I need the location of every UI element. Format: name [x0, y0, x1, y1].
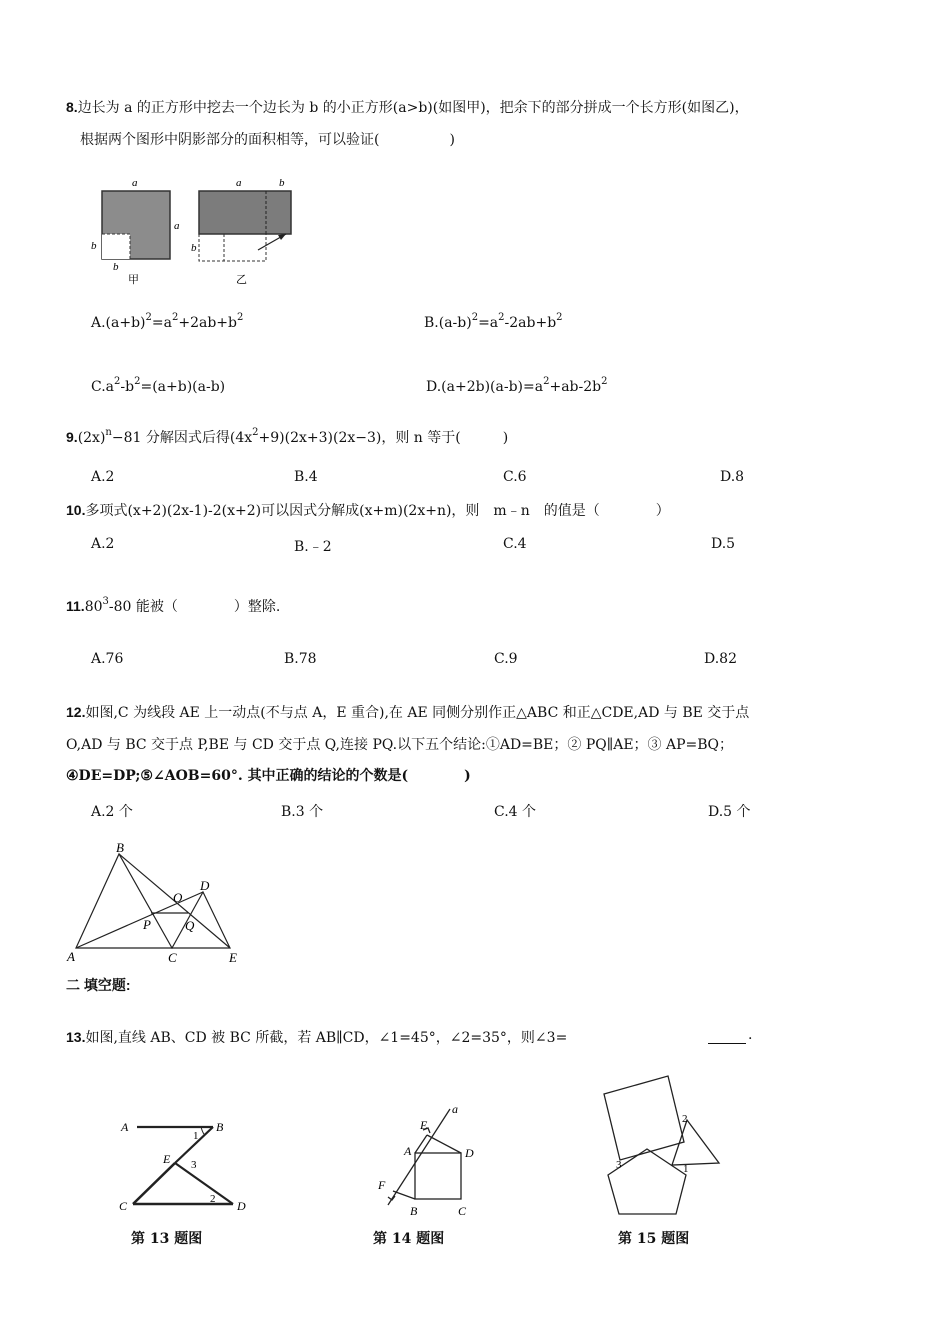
q9-option-d[interactable]: D.8 [720, 469, 745, 485]
q12-label-b: B [116, 842, 124, 855]
fig15-angle-1: 1 [683, 1163, 689, 1175]
q8-label-b-bottom: b [113, 261, 119, 273]
q12-option-d[interactable]: D.5 个 [708, 804, 751, 820]
fig13-angle-2: 2 [210, 1193, 216, 1205]
q11-option-d[interactable]: D.82 [704, 651, 737, 667]
q9-stem: $9.(2x)^n-81$ 分解因式后得$(4x^2+9)(2x+3)(2x-3)$，则 n 等于( ) [66, 427, 509, 446]
q12-label-a: A [67, 949, 75, 964]
fig14-label-d: D [465, 1146, 474, 1160]
q10-option-d[interactable]: D.5 [711, 536, 736, 552]
q12-label-p: P [143, 917, 151, 932]
q11-option-b[interactable]: B.78 [284, 651, 317, 667]
q12-line1: 12.如图,C 为线段 AE 上一动点(不与点 A，E 重合),在 AE 同侧分别作正△ABC 和正△CDE,AD 与 BE 交于点 [66, 704, 750, 721]
q8-option-c[interactable]: $C.a^2-b^2=(a+b)(a-b)$ [91, 376, 226, 395]
q12-label-e: E [229, 950, 237, 965]
fig14-label-b: B [410, 1204, 418, 1218]
q12-label-d: D [200, 878, 210, 893]
fig15-angle-2: 2 [682, 1113, 688, 1125]
q8-label-jia: 甲 [128, 274, 139, 286]
q12-label-o: O [173, 890, 183, 905]
q8-option-a[interactable]: $A.(a+b)^2=a^2+2ab+b^2$ [91, 312, 244, 331]
q10-option-c[interactable]: C.4 [503, 536, 527, 552]
q8-cut-square [102, 234, 130, 259]
q10-option-a[interactable]: A.2 [91, 536, 115, 552]
q8-option-d[interactable]: $D.(a+2b)(a-b)=a^2+ab-2b^2$ [426, 376, 608, 395]
q11-option-a[interactable]: A.76 [91, 651, 124, 667]
q8-line1: 8.边长为 a 的正方形中挖去一个边长为 b 的小正方形(a>b)(如图甲)，把余下的部分拼成一个长方形(如图乙)， [66, 99, 749, 116]
q8-label-yi: 乙 [236, 274, 247, 286]
q8-label-b-left: b [91, 240, 97, 252]
q12-figure [64, 842, 244, 968]
fig13-label-d: D [237, 1199, 246, 1213]
q12-option-b[interactable]: B.3 个 [281, 804, 324, 820]
q12-label-q: Q [185, 918, 195, 933]
fig13-label-a: A [121, 1120, 129, 1134]
q9-option-b[interactable]: B.4 [294, 469, 318, 485]
q12-option-a[interactable]: A.2 个 [91, 804, 133, 820]
fig13 [115, 1112, 265, 1217]
q8-option-b[interactable]: $B.(a-b)^2=a^2-2ab+b^2$ [424, 312, 563, 331]
q9-option-c[interactable]: C.6 [503, 469, 527, 485]
fig14-label-big-a: A [404, 1144, 412, 1158]
fig13-label-c: C [119, 1199, 128, 1213]
fig13-angle-1: 1 [193, 1130, 199, 1142]
q12-line3: ④DE=DP;⑤∠AOB=60°. 其中正确的结论的个数是( ) [66, 768, 471, 784]
q13-answer-blank[interactable] [708, 1027, 746, 1044]
fig13-caption: 第 13 题图 [131, 1231, 203, 1247]
q8-label-a2: a [236, 177, 242, 189]
q8-label-a-right: a [174, 220, 180, 232]
fig15-square [604, 1076, 684, 1160]
q12-label-c: C [168, 950, 177, 965]
q11-stem: 11.80$^3$-80 能被（ ）整除. [66, 596, 281, 615]
q8-rect [199, 191, 291, 234]
fig14-label-f: F [378, 1178, 386, 1192]
q8-label-a-top: a [132, 177, 138, 189]
fig15-caption: 第 15 题图 [618, 1231, 690, 1247]
q8-figure [88, 172, 303, 287]
q13-stem: 13.如图,直线 AB、CD 被 BC 所截，若 AB∥CD，∠1=45°，∠2=35°，则∠3= [66, 1029, 568, 1046]
q8-label-b2: b [279, 177, 285, 189]
q11-option-c[interactable]: C.9 [494, 651, 518, 667]
q13-tail: . [748, 1027, 753, 1043]
q10-stem: 10.多项式(x+2)(2x-1)-2(x+2)可以因式分解成(x+m)(2x+n)，则 m﹣n 的值是（ ） [66, 502, 670, 519]
q12-line2: O,AD 与 BC 交于点 P,BE 与 CD 交于点 Q,连接 PQ.以下五个结论:①AD=BE；② PQ∥AE；③ AP=BQ； [66, 737, 734, 753]
q8-line2: 根据两个图形中阴影部分的面积相等，可以验证( ) [80, 132, 455, 148]
q12-option-c[interactable]: C.4 个 [494, 804, 537, 820]
fig15-angle-3: 3 [616, 1159, 622, 1171]
fig14-label-a: a [452, 1105, 458, 1116]
fig15-triangle [672, 1120, 719, 1165]
fig14-caption: 第 14 题图 [373, 1231, 445, 1247]
fig15 [598, 1072, 728, 1220]
fig14 [368, 1105, 488, 1220]
q10-option-b[interactable]: B.﹣2 [294, 539, 332, 555]
section-2-title: 二 填空题: [66, 977, 131, 993]
q8-label-b3: b [191, 242, 197, 254]
fig14-label-c: C [458, 1204, 467, 1218]
fig13-angle-3: 3 [191, 1159, 197, 1171]
q9-option-a[interactable]: A.2 [91, 469, 115, 485]
fig14-label-e: E [420, 1118, 428, 1132]
fig13-label-e: E [163, 1152, 171, 1166]
fig13-label-b: B [216, 1120, 224, 1134]
